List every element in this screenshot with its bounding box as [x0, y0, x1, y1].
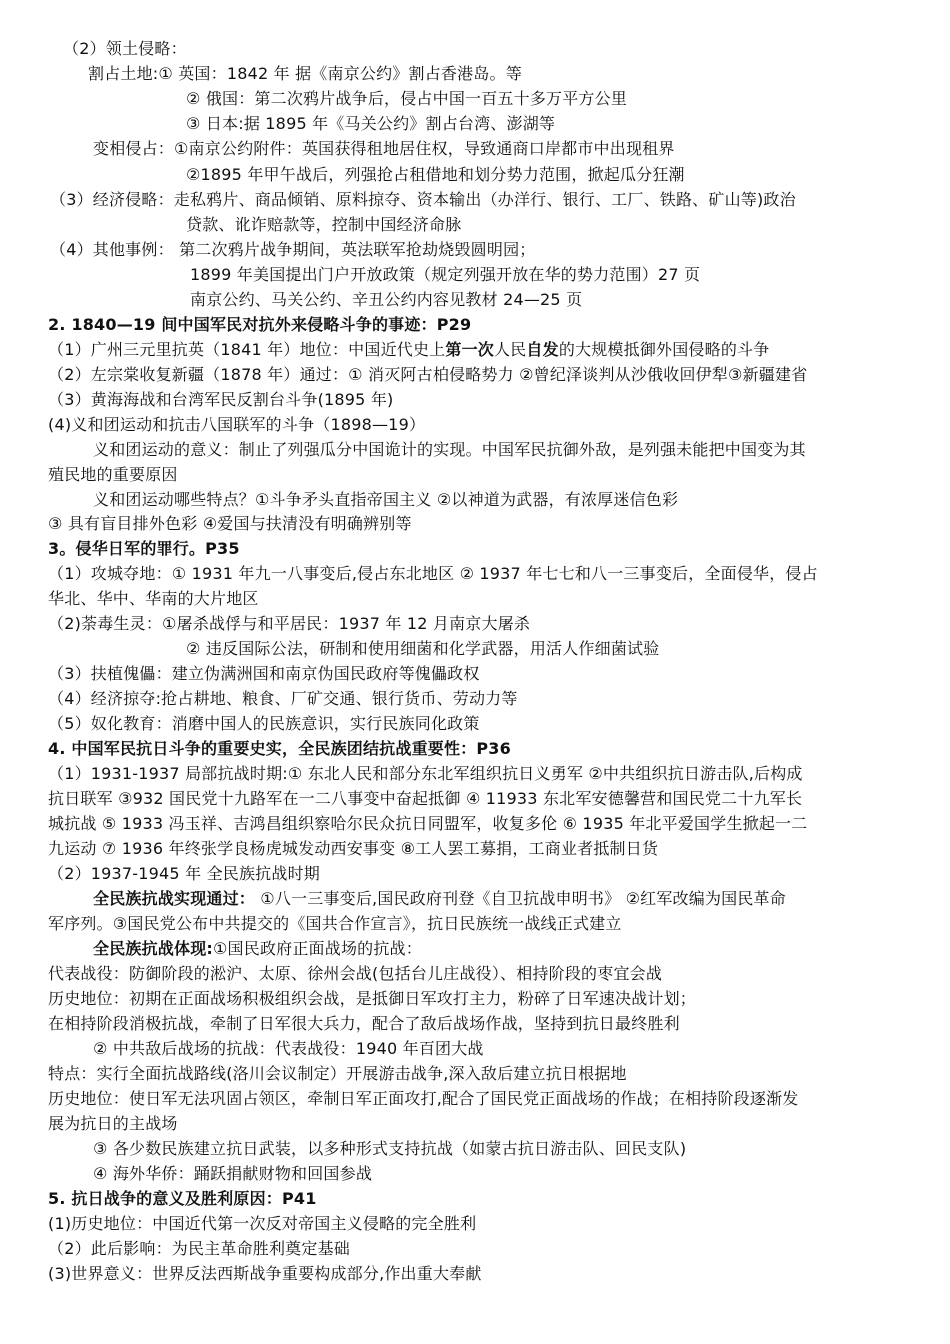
text-run: 殖民地的重要原因: [48, 465, 178, 484]
text-run: (4)义和团运动和抗击八国联军的斗争（1898—19）: [48, 415, 426, 434]
text-run: 1899 年美国提出门户开放政策（规定列强开放在华的势力范围）27 页: [190, 265, 701, 284]
text-run: （4）经济掠夺:抢占耕地、粮食、厂矿交通、银行货币、劳动力等: [48, 689, 518, 708]
text-run: （1）攻城夺地：① 1931 年九一八事变后,侵占东北地区 ② 1937 年七七和八一三事变后，全面侵华，侵占: [48, 564, 818, 583]
bold-text: 2. 1840—19 间中国军民对抗外来侵略斗争的事迹：P29: [48, 315, 472, 334]
text-line: [186, 87, 627, 111]
text-run: 割占土地:① 英国：1842 年 据《南京公约》割占香港岛。等: [88, 64, 522, 83]
text-line: [48, 862, 320, 886]
text-run: (3)世界意义：世界反法西斯战争重要构成部分,作出重大奉献: [48, 1264, 482, 1283]
text-run: 义和团运动哪些特点？①斗争矛头直指帝国主义 ②以神道为武器，有浓厚迷信色彩: [93, 490, 679, 509]
text-line: [93, 937, 422, 961]
text-run: （3）黄海海战和台湾军民反割台斗争(1895 年): [48, 390, 394, 409]
text-run: ①八一三事变后,国民政府刊登《自卫抗战申明书》 ②红军改编为国民革命: [255, 889, 786, 908]
text-run: ②1895 年甲午战后，列强抢占租借地和划分势力范围，掀起瓜分狂潮: [186, 165, 685, 184]
text-run: 展为抗日的主战场: [48, 1114, 178, 1133]
text-run: 的大规模抵御外国侵略的斗争: [558, 340, 770, 359]
text-run: ③ 日本:据 1895 年《马关公约》割占台湾、澎湖等: [186, 114, 556, 133]
text-run: （1）1931-1937 局部抗战时期:① 东北人民和部分东北军组织抗日义勇军 ②中共组织抗日游击队,后构成: [48, 764, 803, 783]
text-line: [50, 238, 535, 262]
text-run: 历史地位：初期在正面战场积极组织会战，是抵御日军攻打主力，粉碎了日军速决战计划；: [48, 989, 697, 1008]
text-run: 代表战役：防御阶段的淞沪、太原、徐州会战(包括台儿庄战役）、相持阶段的枣宜会战: [48, 964, 663, 983]
text-line: [93, 887, 786, 911]
text-line: [186, 213, 461, 237]
text-line: [93, 1162, 372, 1186]
text-line: [48, 612, 530, 636]
bold-text: 第一次: [445, 340, 494, 359]
text-run: （4）其他事例： 第二次鸦片战争期间，英法联军抢劫烧毁圆明园；: [50, 240, 536, 259]
text-line: [93, 1137, 686, 1161]
text-line: [93, 137, 675, 161]
text-run: （1）广州三元里抗英（1841 年）地位：中国近代史上: [48, 340, 446, 359]
text-run: （3）扶植傀儡：建立伪满洲国和南京伪国民政府等傀儡政权: [48, 664, 480, 683]
text-line: [88, 62, 522, 86]
text-line: [48, 762, 803, 786]
text-run: ①国民政府正面战场的抗战：: [213, 939, 422, 958]
text-run: (1)历史地位：中国近代第一次反对帝国主义侵略的完全胜利: [48, 1214, 477, 1233]
text-line: [48, 1212, 476, 1236]
text-line: [48, 463, 178, 487]
bold-text: 自发: [526, 340, 559, 359]
bold-text: 全民族抗战实现通过：: [93, 889, 256, 908]
text-line: [48, 912, 622, 936]
text-line: [186, 112, 555, 136]
text-run: ② 俄国：第二次鸦片战争后，侵占中国一百五十多万平方公里: [186, 89, 628, 108]
text-run: （2）领土侵略：: [63, 39, 187, 58]
text-run: 变相侵占：①南京公约附件：英国获得租地居住权，导致通商口岸都市中出现租界: [93, 139, 675, 158]
text-run: （2）1937-1945 年 全民族抗战时期: [48, 864, 320, 883]
text-run: 九运动 ⑦ 1936 年终张学良杨虎城发动西安事变 ⑧工人罢工募捐，工商业者抵制日货: [48, 839, 659, 858]
text-run: 历史地位：使日军无法巩固占领区，牵制日军正面攻打,配合了国民党正面战场的作战；在相持阶段逐渐发: [48, 1089, 799, 1108]
text-line: [48, 587, 259, 611]
text-line: [190, 263, 700, 287]
text-line: [48, 712, 480, 736]
text-line: [48, 812, 807, 836]
text-line: [186, 163, 685, 187]
text-run: 南京公约、马关公约、辛丑公约内容见教材 24—25 页: [190, 290, 583, 309]
text-line: [93, 488, 678, 512]
text-run: 军序列。③国民党公布中共提交的《国共合作宣言》，抗日民族统一战线正式建立: [48, 914, 622, 933]
text-line: [48, 787, 802, 811]
text-run: （3）经济侵略：走私鸦片、商品倾销、原料掠夺、资本输出（办洋行、银行、工厂、铁路、矿山等)政治: [50, 190, 796, 209]
text-run: ② 违反国际公法，研制和使用细菌和化学武器，用活人作细菌试验: [186, 639, 660, 658]
text-run: ② 中共敌后战场的抗战：代表战役：1940 年百团大战: [93, 1039, 484, 1058]
text-line: [48, 737, 511, 761]
text-line: [48, 1262, 482, 1286]
text-line: [190, 288, 582, 312]
text-line: [48, 313, 471, 337]
text-line: [93, 1037, 484, 1061]
text-line: [63, 37, 187, 61]
text-line: [48, 537, 240, 561]
text-line: [48, 1112, 178, 1136]
bold-text: 4. 中国军民抗日斗争的重要史实，全民族团结抗战重要性：P36: [48, 739, 511, 758]
text-line: [48, 562, 818, 586]
text-run: 人民: [494, 340, 527, 359]
text-line: [93, 438, 806, 462]
text-line: [48, 363, 807, 387]
text-line: [50, 188, 796, 212]
text-line: [48, 1012, 680, 1036]
text-run: ④ 海外华侨：踊跃捐献财物和回国参战: [93, 1164, 373, 1183]
text-run: ③ 各少数民族建立抗日武装，以多种形式支持抗战（如蒙古抗日游击队、回民支队): [93, 1139, 687, 1158]
text-run: ③ 具有盲目排外色彩 ④爱国与扶清没有明确辨别等: [48, 514, 412, 533]
text-line: [48, 662, 480, 686]
text-line: [48, 1062, 627, 1086]
text-line: [48, 1237, 350, 1261]
text-line: [48, 338, 769, 362]
bold-text: 3。侵华日军的罪行。P35: [48, 539, 240, 558]
text-line: [48, 837, 658, 861]
text-run: （5）奴化教育：消磨中国人的民族意识，实行民族同化政策: [48, 714, 480, 733]
text-run: （2)荼毒生灵：①屠杀战俘与和平居民：1937 年 12 月南京大屠杀: [48, 614, 531, 633]
text-line: [48, 962, 662, 986]
text-run: 城抗战 ⑤ 1933 冯玉祥、吉鸿昌组织察哈尔民众抗日同盟军，收复多伦 ⑥ 1935 年北平爱国学生掀起一二: [48, 814, 808, 833]
text-line: [48, 987, 696, 1011]
text-run: （2）此后影响：为民主革命胜利奠定基础: [48, 1239, 350, 1258]
text-line: [48, 388, 393, 412]
text-run: 贷款、讹诈赔款等，控制中国经济命脉: [186, 215, 462, 234]
text-run: 华北、华中、华南的大片地区: [48, 589, 259, 608]
text-line: [48, 687, 518, 711]
text-run: 义和团运动的意义：制止了列强瓜分中国诡计的实现。中国军民抗御外敌，是列强未能把中国变为其: [93, 440, 806, 459]
text-run: 抗日联军 ③932 国民党十九路军在一二八事变中奋起抵御 ④ 11933 东北军安德馨营和国民党二十九军长: [48, 789, 803, 808]
text-run: （2）左宗棠收复新疆（1878 年）通过：① 消灭阿古柏侵略势力 ②曾纪泽谈判从沙俄收回伊犁③新疆建省: [48, 365, 808, 384]
text-line: [48, 1087, 799, 1111]
text-run: 特点：实行全面抗战路线(洛川会议制定）开展游击战争,深入敌后建立抗日根据地: [48, 1064, 627, 1083]
text-line: [186, 637, 659, 661]
bold-text: 全民族抗战体现:: [93, 939, 213, 958]
bold-text: 5. 抗日战争的意义及胜利原因：P41: [48, 1189, 317, 1208]
text-line: [48, 512, 412, 536]
text-line: [48, 1187, 317, 1211]
text-line: [48, 413, 425, 437]
text-run: 在相持阶段消极抗战，牵制了日军很大兵力，配合了敌后战场作战，坚持到抗日最终胜利: [48, 1014, 680, 1033]
